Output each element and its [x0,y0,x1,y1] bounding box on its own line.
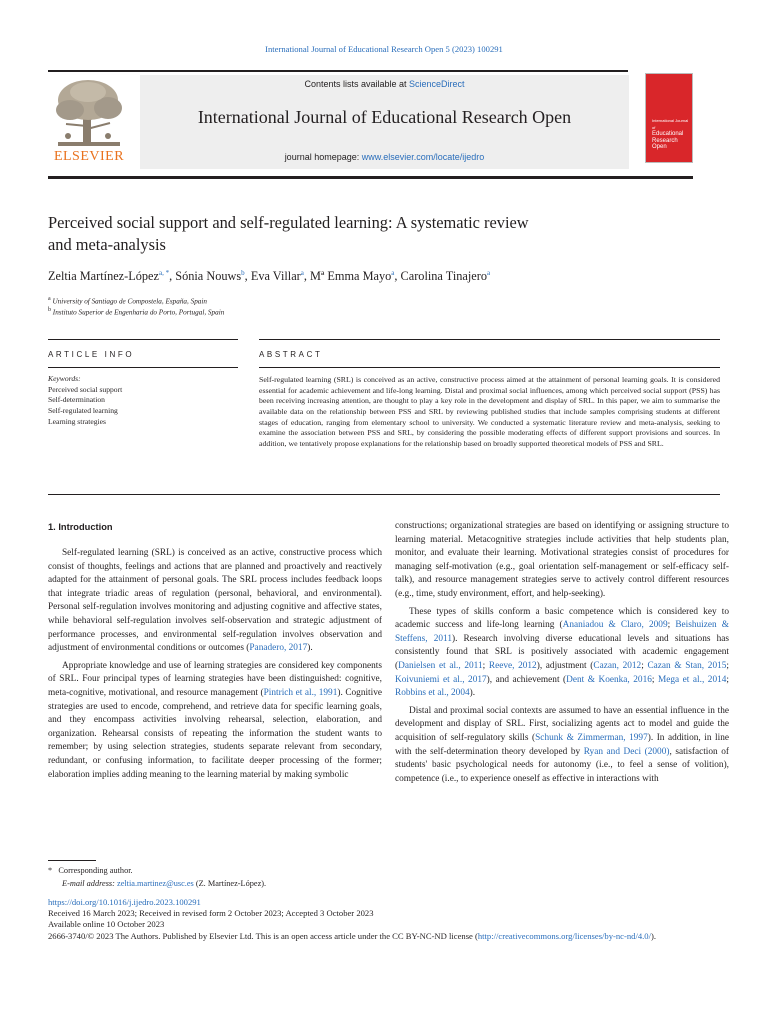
info-top-rule [48,339,238,340]
footnote [48,864,266,890]
abstract-top-rule [259,339,720,340]
abstract-text: Self-regulated learning (SRL) is conceived as an active, constructive process aimed at the attainment of personal learning goals. It is considered essential for academic achievement and life-long learning. Distal and proximal social influences, among which perceived social support (PSS) has been receiving increasing attention, are thought to play a key role in the development and display of SRL. In this paper, we aim to summarise the available data on the relationship between PSS and SRL by reviewing published studies that include samples comprising students at different stages of education, ranging from elementary school to university. We conducted a systematic literature review and meta-analysis, seeking to examine the association between PSS and SRL, by considering the possible moderating effects of different support provisions and sources. In addition, we tentatively propose explanations for the relationship based on broadly supported theoretical models of PSS and SRL. [259,375,720,448]
license-text: ). [650,930,656,941]
cover-line: Open [652,144,667,150]
masthead-bottom-rule [48,176,693,179]
cover-line: Research [652,137,678,144]
cover-line: Educational [652,131,684,137]
title-line: Perceived social support and self-regulated learning: A systematic review [48,213,529,232]
footnote-star: * [48,866,53,875]
affiliation [48,307,224,316]
keyword: Perceived social support [48,384,123,394]
homepage-link[interactable]: www.elsevier.com/locate/ijedro [361,152,485,162]
affiliation-sup: a [48,296,51,302]
citation-link[interactable]: Ryan and Deci (2000) [583,746,670,757]
right-column [395,520,729,786]
author-name[interactable]: Eva Villar [250,269,301,284]
paragraph [48,547,382,656]
left-column [48,547,382,782]
keyword: Learning strategies [48,416,106,426]
separator: ; [726,660,729,671]
separator: ; [482,660,489,671]
email-line [48,877,266,890]
author-affil-sup[interactable]: a [300,269,304,277]
homepage-prefix: journal homepage: [284,152,362,162]
citation-link[interactable]: Cazan & Stan, 2015 [647,660,727,671]
keywords-label: Keywords: [48,374,81,383]
author-list: Zeltia Martínez-López$^{a, *}$, Sónia Nouws$^b$, Eva Villar$^a$, Mª Emma Mayo$^a$, Carolina Tinajero$^a$ [48,269,491,284]
publication-info [48,897,738,942]
author-name[interactable]: Carolina Tinajero [400,269,487,284]
citation-link[interactable]: Schunk & Zimmerman, 1997 [535,732,648,743]
separator: ; [651,674,658,685]
author-affil-sup[interactable]: b [241,269,245,277]
journal-cover-image[interactable] [645,73,693,163]
keyword: Self-determination [48,395,105,405]
separator: ; [667,620,676,631]
sciencedirect-link[interactable]: ScienceDirect [409,79,465,89]
citation-link[interactable]: Robbins et al., 2004 [395,688,470,699]
abstract-bottom-rule [48,494,720,495]
abstract-heading: ABSTRACT [259,350,323,359]
email-label: E-mail address: [62,879,115,888]
corresponding-text: Corresponding author. [58,866,133,875]
title-line: and meta-analysis [48,235,166,254]
email-owner: (Z. Martínez-López). [195,879,267,888]
article-info-heading: ARTICLE INFO [48,350,135,359]
article-title [48,212,648,256]
author-affil-sup[interactable]: a [486,269,491,277]
keywords-block [48,374,238,428]
paragraph [48,660,382,782]
paragraph-text: Distal and proximal social contexts are assumed to have an essential influence in the development and display of SRL. First, socializing agents act to model and guide the acquisition of self-regulatory skills ( [395,705,729,743]
affiliation-text: University of Santiago de Compostela, España, Spain [52,297,207,306]
citation-link[interactable]: Reeve, 2012 [488,660,537,671]
paragraph-text: ). In addition, in line with the self-determination theory developed by [395,732,729,757]
journal-title: International Journal of Educational Research Open [197,107,572,127]
citation-link[interactable]: Koivuniemi et al., 2017 [395,674,487,685]
corresponding-author-note [48,864,266,877]
author-affil-sup[interactable]: a [391,269,395,277]
affiliation-text: Instituto Superior de Engenharia do Porto, Portugal, Spain [52,308,225,317]
homepage-line [140,152,629,162]
info-mid-rule [48,367,238,368]
doi-link[interactable]: https://doi.org/10.1016/j.ijedro.2023.100291 [48,897,201,907]
cover-line: International Journal of [652,118,689,130]
paragraph-text: ). [307,643,313,654]
citation-link[interactable]: Panadero, 2017 [249,643,308,654]
paragraph-text: , satisfaction of students' basic psychological needs for autonomy (i.e., to feel a sense of volition), competence (i.e., to experience oneself as effective in interactions with [395,746,730,784]
separator: ; [641,660,648,671]
paragraph-text: ). Research involving diverse educational levels and situations has consistently found that SRL is positively associated with academic engagement ( [395,633,729,671]
cover-title [652,118,692,151]
paragraph [395,705,729,787]
affiliation [48,296,207,305]
elsevier-wordmark: ELSEVIER [53,149,125,164]
masthead-top-rule [48,70,628,72]
citation-link[interactable]: Pintrich et al., 1991 [263,687,338,698]
contents-prefix: Contents lists available at [304,79,410,89]
paragraph-text: Self-regulated learning (SRL) is conceived as an active, constructive process which consist of thoughts, feelings and actions that are planned and proactively and reactively adapted for the attainment of personal goals. The SRL process includes feedback loops that integrate triadic areas of regulation (personal, behavioral, and environmental). Personal self-regulation involves monitoring and adjusting cognitive and affective states, while behavioral self-regulation involves self-observation and strategic adjustment of performance processes, and environmental self-regulation involves observation and adjustment of environmental conditions or outcomes ( [48,548,382,654]
license-text: 2666-3740/© 2023 The Authors. Published by Elsevier Ltd. This is an open access article under the CC BY-NC-ND license ( [48,930,478,941]
citation-link[interactable]: Dent & Koenka, 2016 [566,674,652,685]
abstract-mid-rule [259,367,720,368]
author-name[interactable]: Sónia Nouws [175,269,242,284]
citation-link[interactable]: Ananiadou & Claro, 2009 [562,620,668,631]
running-head[interactable]: International Journal of Educational Research Open 5 (2023) 100291 [265,44,503,54]
citation-link[interactable]: Beishuizen & Steffens, 2011 [395,620,729,644]
paragraph [395,520,729,602]
paragraph-text: These types of skills conform a basic competence which is considered key to academic success and life-long learning ( [395,606,729,631]
separator: ; [726,674,729,685]
keyword: Self-regulated learning [48,406,118,416]
citation-link[interactable]: Cazan, 2012 [593,660,642,671]
author-name[interactable]: Mª Emma Mayo [310,269,392,284]
contents-line [140,79,629,89]
citation-link[interactable]: Mega et al., 2014 [657,674,727,685]
author-affil-sup[interactable]: a, * [158,269,170,277]
paragraph [395,606,729,701]
license-line [48,931,738,942]
paragraph-text: ), adjustment ( [536,660,594,671]
paragraph-text: Appropriate knowledge and use of learning strategies are considered key components of SRL. Four principal types of learning strategies have been distinguished: cognitive, meta-cognitive, motivational, and resource management ( [48,660,382,698]
section-heading-introduction: 1. Introduction [48,522,113,532]
paragraph-text: ). Cognitive strategies are used to encode, comprehend, and retrieve data for specific learning goals, and they encompass activities involving rehearsal, selection, elaboration, and organization. Rehearsal consists of repeating the information the student wants to remember; by using selection strategies, students separate relevant from secondary, redundant, or confusing information, to facilitate deeper processing of the former; elaboration implies adding meaning to the learning material by making symbolic [48,687,382,780]
affiliation-sup: b [48,307,51,313]
license-link[interactable]: http://creativecommons.org/licenses/by-nc-nd/4.0/ [477,930,651,941]
paragraph-text: ), and achievement ( [486,674,567,685]
received-dates: Received 16 March 2023; Received in revised form 2 October 2023; Accepted 3 October 2023 [48,908,374,919]
elsevier-logo [48,74,130,166]
paragraph-text: constructions; organizational strategies are based on identifying or assigning structure to learning material. Metacognitive strategies include activities that help students plan, monitor, and evaluate their learning. Motivational strategies consist of procedures for managing self-motivation (e.g., goal orientation self-management or self-efficacy self-talk), and resource management strategies serve to actively control different resources (e.g., time, study environment, effort, and help-seeking). [395,521,729,599]
available-online: Available online 10 October 2023 [48,919,165,930]
author-name[interactable]: Zeltia Martínez-López [48,269,159,284]
paragraph-text: ). [469,688,476,699]
citation-link[interactable]: Danielsen et al., 2011 [398,660,483,671]
email-link[interactable]: zeltia.martinez@usc.es [117,879,194,888]
footnote-rule [48,860,96,861]
